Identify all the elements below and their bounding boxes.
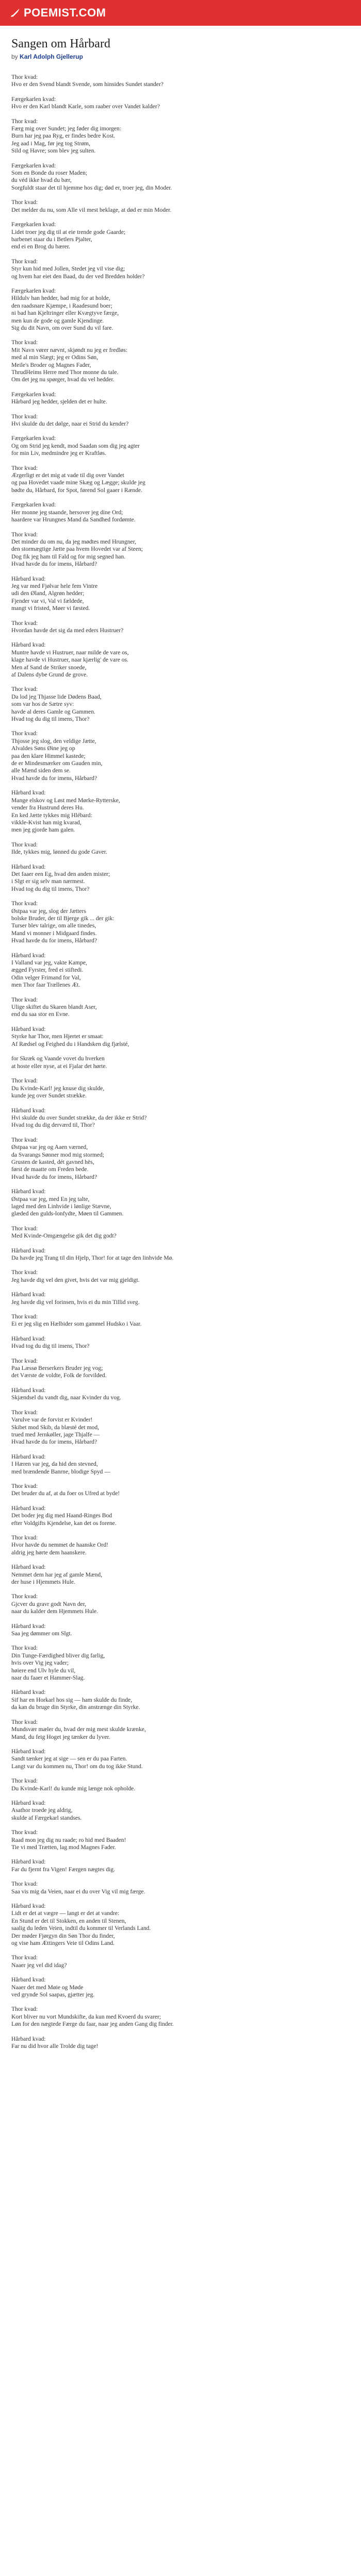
stanza-speaker: Thor kvad: <box>11 339 38 346</box>
stanza-text: Saa jeg dømmer om Slgt. <box>11 1630 72 1637</box>
stanza-speaker: Thor kvad: <box>11 1269 38 1276</box>
byline <box>11 53 350 60</box>
stanza <box>11 258 350 280</box>
stanza <box>11 1748 350 1770</box>
stanza-text: Og om Strid jeg kendt, mod Saadan som dig jeg agter for min Liv, medmindre jeg er Kraftløs. <box>11 442 140 457</box>
stanza <box>11 1026 350 1070</box>
stanza <box>11 531 350 568</box>
stanza-text: Saa vis mig da Veien, naar ei du over Vig vil mig færge. <box>11 1888 145 1895</box>
stanza <box>11 435 350 457</box>
stanza <box>11 900 350 944</box>
stanza-speaker: Hårbard kvad: <box>11 1976 46 1984</box>
stanza-speaker: Færgekarlen kvad: <box>11 95 56 103</box>
stanza-speaker: Thor kvad: <box>11 1136 38 1143</box>
stanza <box>11 1269 350 1284</box>
stanza <box>11 1564 350 1586</box>
stanza-speaker: Færgekarlen kvad: <box>11 287 56 294</box>
stanza-text: Hvo er den Karl blandt Karle, som raaber over Vandet kalder? <box>11 103 160 110</box>
stanza-text: Østpaa var jeg, slog der Jætters bolske Bruder, der til Bjerge gik ... der gik: Turser blev talrige, om alle tinedes, Mand vi monner i Midgaard findes. Hvad havde du for imens, Hårbard? <box>11 907 114 944</box>
stanza <box>11 2006 350 2028</box>
stanza <box>11 575 350 613</box>
stanza-text: Naaer det med Møie og Møde ved grynde Sol saapas, gjætter jeg. <box>11 1984 95 1998</box>
stanza-text: Far du fjernt fra Vigen! Færgen nægtes dig. <box>11 1866 116 1873</box>
stanza-speaker: Thor kvad: <box>11 413 38 420</box>
stanza-text: Hvo er den Svend blandt Svende, som hinsides Sundet stander? <box>11 81 163 88</box>
stanza <box>11 391 350 406</box>
stanza-text: Du Kvinde-Karl! jeg knuse dig skulde, kunde jeg over Sundet strække. <box>11 1084 105 1099</box>
stanza-text: Jeg havde dig vel den givet, hvis det var mig gjeldigt. <box>11 1276 140 1283</box>
stanza-text: Hvor havde du nemmet de haanske Ord! aldrig jeg hørte dem haanskere. <box>11 1541 109 1556</box>
stanza <box>11 162 350 192</box>
stanza-text: Far nu did hvor alle Trolde dig tage! <box>11 2043 99 2050</box>
stanza <box>11 1137 350 1181</box>
stanza <box>11 1188 350 1218</box>
stanza-text: Mit Navn vører nævnt, skjøndt nu jeg er fredløs: med al min Slægt; jeg er Odins Søn, Meile's Broder og Magnes Fader, ThrudHeims Herre med Thor monne du tale. Om det jeg nu spørger, hvad du vel hedder. <box>11 346 128 383</box>
stanza-text: Hårbard jeg hedder, sjelden det er hulte. <box>11 398 107 405</box>
site-header <box>0 0 361 26</box>
stanza <box>11 1313 350 1328</box>
stanza <box>11 1593 350 1615</box>
quill-icon <box>9 7 21 19</box>
stanza <box>11 641 350 679</box>
stanza-text: Sif har en Horkarl hos sig — ham skulde du finde, da kan du bruge din Styrke, din anstrænge din Styrke. <box>11 1696 140 1711</box>
stanza <box>11 1800 350 1822</box>
stanza-text: Ilde, tykkes mig, lønned du gode Gaver. <box>11 849 107 856</box>
stanza-text: Asathor troede jeg aldrig, skulde af Færgekarl standses. <box>11 1807 82 1821</box>
stanza-text: Østpaa var jeg og Aaen værned, da Svarangs Sønner mod mig stormed; Grusten de kasted, dét gavned hës, først de maatte om Freden bede. Hvad havde du for imens, Hårbard? <box>11 1144 105 1180</box>
stanza-text: Hvi skulde du over Sundet strække, da der ikke er Strid? Hvad tog du dig derværd til, Thor? <box>11 1114 147 1129</box>
stanza-text: Lidt er det at vægre — langt er det at vandre: En Stund er det til Stokken, en anden til Stenen, saalig du leden Veien, indtil du kommer til Verlands Land. Der møder Fjørgyn din Søn Thor du finder, og vise ham Ættingers Veie til Odins Land. <box>11 1910 151 1947</box>
stanza-text: Ulige skiftet du Skaren blandt Aser, end du saa stor en Evne. <box>11 1004 97 1018</box>
stanza <box>11 1505 350 1527</box>
stanza <box>11 287 350 332</box>
stanza-text: Jeg var med Fjølvar hele fem Vintre udi den Øland, Algrøn hedder; Fjender var vi, Val vi fældede, mangt vi fristed, Møer vi fæsted. <box>11 582 98 612</box>
stanza-speaker: Hårbard kvad: <box>11 1903 46 1909</box>
stanza-speaker: Hårbard kvad: <box>11 575 46 582</box>
stanza-speaker: Thor kvad: <box>11 199 38 206</box>
stanza-text: Varulve var de forvist er Kvinder! Skibet mod Skib, da blæsté det mod, trued med Jernkøller, jage Thjalfe — Hvad havde du for imens, Hårbard? <box>11 1416 100 1446</box>
stanza-text: Naaer jeg vel did idag? <box>11 1961 67 1969</box>
stanza-speaker: Hårbard kvad: <box>11 1622 46 1630</box>
stanza-speaker: Thor kvad: <box>11 1225 38 1232</box>
stanza-speaker: Hårbard kvad: <box>11 1291 46 1298</box>
stanza-text: Det boder jeg dig med Haand-Ringes Bod efter Voldgifts Kjendelse, kan det os forene. <box>11 1512 117 1527</box>
stanza <box>11 1358 350 1380</box>
stanza-speaker: Hårbard kvad: <box>11 1689 46 1696</box>
stanza-speaker: Hårbard kvad: <box>11 1748 46 1755</box>
stanza <box>11 1387 350 1402</box>
stanza <box>11 1335 350 1350</box>
stanza-speaker: Hårbard kvad: <box>11 1335 46 1342</box>
stanza <box>11 221 350 251</box>
stanza-text: Nemmet dem har jeg af gamle Mænd, der huse i Hjemmets Hule. <box>11 1571 103 1585</box>
stanza-speaker: Thor kvad: <box>11 1954 38 1961</box>
stanza-speaker: Thor kvad: <box>11 2006 38 2013</box>
stanza <box>11 2036 350 2050</box>
stanza <box>11 1409 350 1446</box>
stanza-speaker: Hårbard kvad: <box>11 789 46 796</box>
stanza-speaker: Thor kvad: <box>11 1482 38 1489</box>
stanza-text: Da havde jeg Trang til din Hjelp, Thor! for at tage den linhvide Mø. <box>11 1255 174 1261</box>
stanza <box>11 789 350 834</box>
site-logo[interactable] <box>9 6 106 20</box>
stanza-speaker: Thor kvad: <box>11 686 38 693</box>
stanza-text: Kort bliver nu vort Mundskifte, da kun med Kvoerd du svarer; Løn for den nægtede Færge du faar, naar jeg anden Gang dig finder. <box>11 2013 174 2028</box>
stanza-speaker: Thor kvad: <box>11 841 38 848</box>
stanza-speaker: Thor kvad: <box>11 1357 38 1364</box>
stanza <box>11 1483 350 1498</box>
stanza-speaker: Thor kvad: <box>11 1645 38 1652</box>
stanza <box>11 1107 350 1129</box>
stanza-speaker: Færgekarlen kvad: <box>11 435 56 442</box>
stanza <box>11 118 350 155</box>
stanza-text: Da lod jeg Thjasse lide Dødens Baad, som var hos de Sætre syv: havde al deres Gamle og Gammen. Hvad tog du dig til imens, Thor? <box>11 693 102 723</box>
stanza <box>11 841 350 856</box>
stanza-speaker: Hårbard kvad: <box>11 1247 46 1254</box>
stanza <box>11 465 350 495</box>
stanza-speaker: Hårbard kvad: <box>11 641 46 649</box>
stanza <box>11 1689 350 1711</box>
stanza-speaker: Thor kvad: <box>11 1593 38 1600</box>
stanza-text: Raad mon jeg dig nu raade; ro hid med Baaden! Tie vi med Trætten, lag mod Magnes Fader. <box>11 1836 126 1851</box>
stanza-text: Styrke har Thor, men Hjertet er smaat: Af Rædsel og Feighed du i Handsken dig fjælsté, for Skræk og Vaande vovet du hverken at hoste eller nyse, at ei Fjalar det hørte. <box>11 1033 129 1070</box>
stanza <box>11 1880 350 1895</box>
stanza-speaker: Thor kvad: <box>11 1409 38 1416</box>
stanza <box>11 1903 350 1947</box>
stanza-text: Gjcver du gravr godt Navn der, naar du kalder dem Hjemmets Hule. <box>11 1600 99 1615</box>
stanza <box>11 199 350 214</box>
stanza-speaker: Thor kvad: <box>11 730 38 737</box>
stanza-text: Ærgerligt er det mig at vade til dig over Vandet og paa Hovedet vaade mine Skæg og Lægge; skulde jeg bødte du, Hårbard, for Spot, førend Sol gaaer i Rænde. <box>11 472 145 494</box>
stanza-speaker: Thor kvad: <box>11 1718 38 1725</box>
stanza <box>11 96 350 111</box>
stanza <box>11 1623 350 1638</box>
stanza <box>11 686 350 723</box>
stanza-text: Styr kun hid med Jollen, Stedet jeg vil vise dig; og hvem har eiet den Baad, du der ved Bredden holder? <box>11 265 145 280</box>
stanza <box>11 1777 350 1792</box>
stanza <box>11 1534 350 1556</box>
stanza-text: Hvad tog du dig til imens, Thor? <box>11 1343 90 1350</box>
stanza-text: Jeg havde dig vel forinsen, hvis ei du min Tillid sveg. <box>11 1298 140 1306</box>
stanza-text: Det melder du nu, som Alle vil mest beklage, at død er min Moder. <box>11 206 172 213</box>
stanza-speaker: Hårbard kvad: <box>11 863 46 870</box>
stanza-text: Din Tunge-Færdighed bliver dig farlig, hvis over Vig jeg vader; høiere end Ulv hyle du vil, naar du faaer et Hammer-Slag. <box>11 1652 105 1682</box>
stanza-speaker: Thor kvad: <box>11 117 38 125</box>
stanza-text: Det faaer een Eg, hvad den anden mister; i Slgt er sig selv man nærmest. Hvad tog du dig til imens, Thor? <box>11 870 110 892</box>
stanza-speaker: Hårbard kvad: <box>11 1107 46 1114</box>
stanza-text: Du Kvinde-Karl! du kunde mig længe nok opholde. <box>11 1785 136 1792</box>
stanza-speaker: Thor kvad: <box>11 1077 38 1084</box>
stanza-speaker: Hårbard kvad: <box>11 1025 46 1032</box>
stanza <box>11 1858 350 1873</box>
stanza <box>11 1291 350 1306</box>
stanza <box>11 1645 350 1682</box>
stanza-speaker: Thor kvad: <box>11 900 38 907</box>
stanza-speaker: Færgekarlen kvad: <box>11 391 56 398</box>
stanza-text: Færg mig over Sundet; jeg føder dig imorgen: Burn har jeg paa Ryg, er findes bedre Kost. Jeg aad i Mag, før jeg tog Strøm, Sild og Havre; som blev jeg sulten. <box>11 125 122 155</box>
stanza-speaker: Thor kvad: <box>11 1534 38 1541</box>
stanza <box>11 1077 350 1099</box>
stanza <box>11 501 350 523</box>
stanza <box>11 730 350 782</box>
stanza-speaker: Thor kvad: <box>11 996 38 1003</box>
stanza-speaker: Hårbard kvad: <box>11 952 46 959</box>
stanza-text: Som en Bonde du roser Maden; du véd ikke hvad du bær, Sorgfuldt staar det til hjemme hos dig; død er, troer jeg, din Moder. <box>11 170 172 191</box>
stanza <box>11 74 350 89</box>
byline-prefix: by <box>11 53 18 60</box>
poem-content <box>0 26 361 2576</box>
stanza-text: Her monne jeg staande, hersover jeg dine Ord; haardere var Hrungnes Mand da Sandhed fordømte. <box>11 509 136 523</box>
stanza-speaker: Thor kvad: <box>11 258 38 265</box>
stanza-text: Det minder du om nu, da jeg mødtes med Hrungner, den stormægtige Jætte paa hvem Hovedet var af Steen; Dog fik jeg ham til Fald og for mig segned han. Hvad havde du for imens, Hårbard? <box>11 538 143 568</box>
stanza-text: Ei er jeg slig en Hælbider som gammel Hudsko i Vaar. <box>11 1320 142 1328</box>
stanza-text: I Valland var jeg, vakte Kampe, ægged Fyrster, fred ei stiftedi. Odin velger Frimand for Val, men Thor faar Trællenes Æt. <box>11 959 87 989</box>
stanza <box>11 863 350 893</box>
stanza-speaker: Thor kvad: <box>11 74 38 80</box>
stanza <box>11 1453 350 1476</box>
stanza-text: Thjosse jeg slog, den veldige Jætte, Alvaldes Søns Øine jeg op paa den klare Himmel kastede; de er Mindesmærker om Gauden min, alle Mænd siden dem se. Hvad havde du for imens, Hårbard? <box>11 737 103 782</box>
stanza <box>11 1247 350 1262</box>
stanza-text: Mange elskov og Løst med Mørke-Rytterske, vender fra Hustrund deres Hu. En ked Jætte tykkes mig Hlébard: vikkle-Kvist han mig kvarad, men jeg gjorde ham galen. <box>11 796 120 834</box>
stanza-text: Østpaa var jeg, med En jeg talte, laged med den Linhvide i lønlige Stævne, glæded den gulds-lonfydte, Møen til Gammen. <box>11 1195 124 1217</box>
stanza-text: Sandt tænker jeg at sige — sen er du paa Farten. Langt var du kommen nu, Thor! om du tog ikke Stund. <box>11 1755 143 1770</box>
stanza-speaker: Færgekarlen kvad: <box>11 162 56 169</box>
stanza-text: Hildulv han hedder, bad mig for at holde, den raadsnare Kjæmpe, i Raadesund boer; ni bad han Kjeltringer eller Kvægtyve færge, men kun de gode og gamle Kjendinge. Sig du dit Navn, om over Sund du vil fare. <box>11 295 119 331</box>
stanza <box>11 1225 350 1240</box>
stanza-speaker: Hårbard kvad: <box>11 1188 46 1195</box>
stanza-speaker: Thor kvad: <box>11 1829 38 1836</box>
stanza-speaker: Hårbard kvad: <box>11 1799 46 1806</box>
stanza-speaker: Hårbard kvad: <box>11 1504 46 1512</box>
stanza-text: Lidet troer jeg dig til at eie trende gode Gaarde; barbenet staar du i Betlers Pjalter, end ei en Brog du bærer. <box>11 228 126 250</box>
stanza-text: Muntre havde vi Hustruer, naar milde de vare os, klage havde vi Hustruer, naar kjærlig' de vare os. Men af Sand de Striker snoede, af Dalens dybe Grund de grove. <box>11 649 129 678</box>
stanza-text: Hvordan havde det sig da med eders Hustruer? <box>11 626 124 634</box>
stanza-speaker: Færgekarlen kvad: <box>11 501 56 509</box>
stanza-speaker: Thor kvad: <box>11 1777 38 1785</box>
stanza <box>11 1976 350 1998</box>
stanza-speaker: Hårbard kvad: <box>11 1453 46 1460</box>
poem-body <box>11 74 350 2050</box>
stanza <box>11 1829 350 1851</box>
stanza-speaker: Thor kvad: <box>11 1313 38 1320</box>
poem-title: Sangen om Hårbard <box>11 37 110 50</box>
stanza-speaker: Thor kvad: <box>11 531 38 538</box>
author-link[interactable]: Karl Adolph Gjellerup <box>20 53 83 60</box>
stanza-text: Paa Læssø Berserkers Bruder jeg vog; det Værste de voldte, Folk de forvilded. <box>11 1365 107 1379</box>
stanza-text: Med Kvinde-Omgængelse gik det dig godt? <box>11 1232 117 1240</box>
stanza <box>11 339 350 383</box>
stanza-speaker: Hårbard kvad: <box>11 2035 46 2042</box>
stanza-text: Skjændsel du vandt dig, naar Kvinder du vog. <box>11 1394 121 1401</box>
stanza-speaker: Hårbard kvad: <box>11 1564 46 1571</box>
stanza-text: Hvi skulde du det dølge, naar ei Strid du kender? <box>11 420 129 428</box>
stanza-text: Det bruder du af, at du foer os Ufred at byde! <box>11 1490 120 1497</box>
stanza <box>11 1954 350 1969</box>
stanza <box>11 1719 350 1741</box>
stanza <box>11 996 350 1019</box>
stanza-speaker: Thor kvad: <box>11 1880 38 1888</box>
stanza <box>11 620 350 635</box>
logo-text: POEMIST.COM <box>24 6 106 19</box>
stanza-speaker: Færgekarlen kvad: <box>11 221 56 228</box>
stanza <box>11 952 350 989</box>
stanza-speaker: Thor kvad: <box>11 619 38 626</box>
stanza-text: Mundsvær mæler du, hvad der mig mest skulde krænke, Mand, du feig Hoget jeg tænker du lyver. <box>11 1726 146 1740</box>
stanza-text: I Hæren var jeg, da hid den stevned, med brændende Banrne, blodige Spyd — <box>11 1461 110 1475</box>
stanza-speaker: Thor kvad: <box>11 464 38 471</box>
stanza <box>11 413 350 428</box>
stanza-speaker: Hårbard kvad: <box>11 1858 46 1866</box>
stanza-speaker: Hårbard kvad: <box>11 1386 46 1394</box>
